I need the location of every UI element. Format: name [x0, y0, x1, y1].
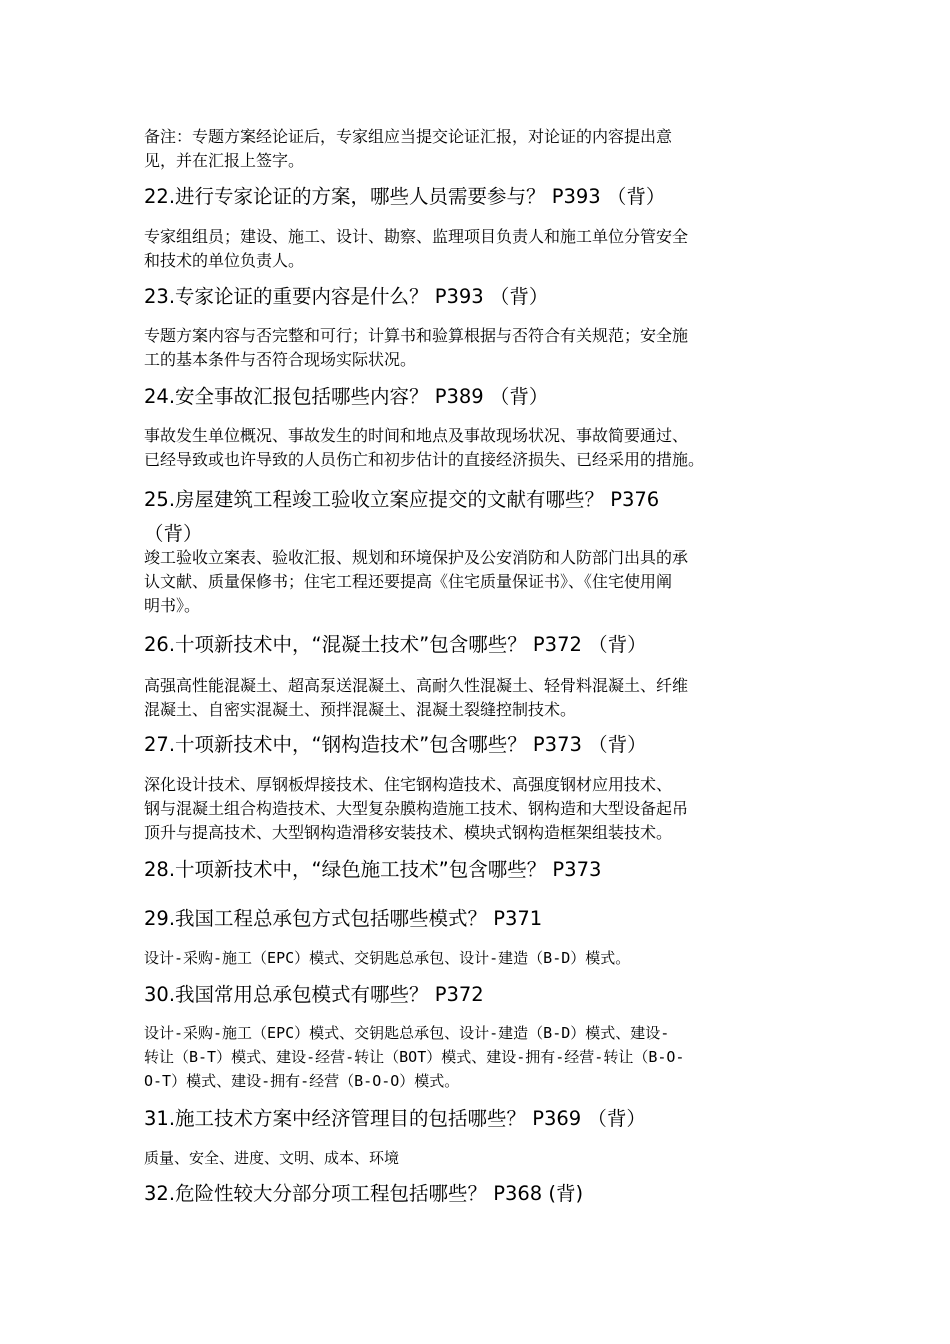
text-line: 事故发生单位概况、事故发生的时间和地点及事故现场状况、事故简要通过、	[144, 426, 689, 445]
text-line: 深化设计技术、厚钢板焊接技术、住宅钢构造技术、高强度钢材应用技术、	[144, 775, 673, 794]
answer-paragraph-22	[144, 225, 824, 273]
text-line: 和技术的单位负责人。	[144, 251, 305, 270]
question-heading-31: 31.施工技术方案中经济管理目的包括哪些？ P369 （背）	[144, 1107, 646, 1130]
answer-paragraph-24	[144, 424, 824, 472]
text-line: O-T）模式、建设-拥有-经营（B-O-O）模式。	[144, 1072, 460, 1090]
text-line: 设计-采购-施工（EPC）模式、交钥匙总承包、设计-建造（B-D）模式。	[144, 949, 631, 967]
note-paragraph	[144, 125, 824, 173]
answer-paragraph-30	[144, 1021, 824, 1093]
question-heading-24: 24.安全事故汇报包括哪些内容？ P389 （背）	[144, 385, 549, 408]
question-heading-32: 32.危险性较大分部分项工程包括哪些？ P368 (背)	[144, 1182, 584, 1205]
text-line: 转让（B-T）模式、建设-经营-转让（BOT）模式、建设-拥有-经营-转让（B-O-	[144, 1048, 685, 1066]
text-line: 钢与混凝土组合构造技术、大型复杂膜构造施工技术、钢构造和大型设备起吊	[144, 799, 689, 818]
question-heading-30: 30.我国常用总承包模式有哪些？ P372	[144, 983, 484, 1006]
question-heading-23: 23.专家论证的重要内容是什么？ P393 （背）	[144, 285, 549, 308]
answer-paragraph-26	[144, 674, 824, 722]
heading-line: 25.房屋建筑工程竣工验收立案应提交的文献有哪些？ P376	[144, 488, 660, 511]
question-heading-26: 26.十项新技术中，“混凝土技术”包含哪些？ P372 （背）	[144, 633, 647, 656]
question-heading-22: 22.进行专家论证的方案，哪些人员需要参与？ P393 （背）	[144, 185, 666, 208]
answer-paragraph-29	[144, 946, 824, 970]
answer-paragraph-31	[144, 1146, 824, 1170]
answer-paragraph-23	[144, 324, 824, 372]
text-line: 质量、安全、进度、文明、成本、环境	[144, 1149, 400, 1167]
text-line: 明书》。	[144, 596, 201, 615]
text-line: 已经导致或也许导致的人员伤亡和初步估计的直接经济损失、已经采用的措施。	[144, 450, 705, 469]
question-heading-29: 29.我国工程总承包方式包括哪些模式？ P371	[144, 907, 543, 930]
text-line: 专家组组员；建设、施工、设计、勘察、监理项目负责人和施工单位分管安全	[144, 227, 689, 246]
text-line: 顶升与提高技术、大型钢构造滑移安装技术、模块式钢构造框架组装技术。	[144, 823, 673, 842]
answer-paragraph-25	[144, 546, 824, 618]
text-line: 备注：专题方案经论证后，专家组应当提交论证汇报，对论证的内容提出意	[144, 127, 673, 146]
heading-line: （背）	[144, 522, 203, 545]
text-line: 高强高性能混凝土、超高泵送混凝土、高耐久性混凝土、轻骨料混凝土、纤维	[144, 676, 689, 695]
text-line: 混凝土、自密实混凝土、预拌混凝土、混凝土裂缝控制技术。	[144, 700, 577, 719]
text-line: 认文献、质量保修书；住宅工程还要提高《住宅质量保证书》、《住宅使用阐	[144, 572, 673, 591]
question-heading-28: 28.十项新技术中，“绿色施工技术”包含哪些？ P373	[144, 858, 602, 881]
text-line: 见，并在汇报上签字。	[144, 151, 305, 170]
answer-paragraph-27	[144, 773, 824, 845]
text-line: 工的基本条件与否符合现场实际状况。	[144, 350, 417, 369]
text-line: 竣工验收立案表、验收汇报、规划和环境保护及公安消防和人防部门出具的承	[144, 548, 689, 567]
question-heading-25	[144, 483, 824, 551]
text-line: 专题方案内容与否完整和可行；计算书和验算根据与否符合有关规范；安全施	[144, 326, 689, 345]
text-line: 设计-采购-施工（EPC）模式、交钥匙总承包、设计-建造（B-D）模式、建设-	[144, 1024, 670, 1042]
question-heading-27: 27.十项新技术中，“钢构造技术”包含哪些？ P373 （背）	[144, 733, 647, 756]
